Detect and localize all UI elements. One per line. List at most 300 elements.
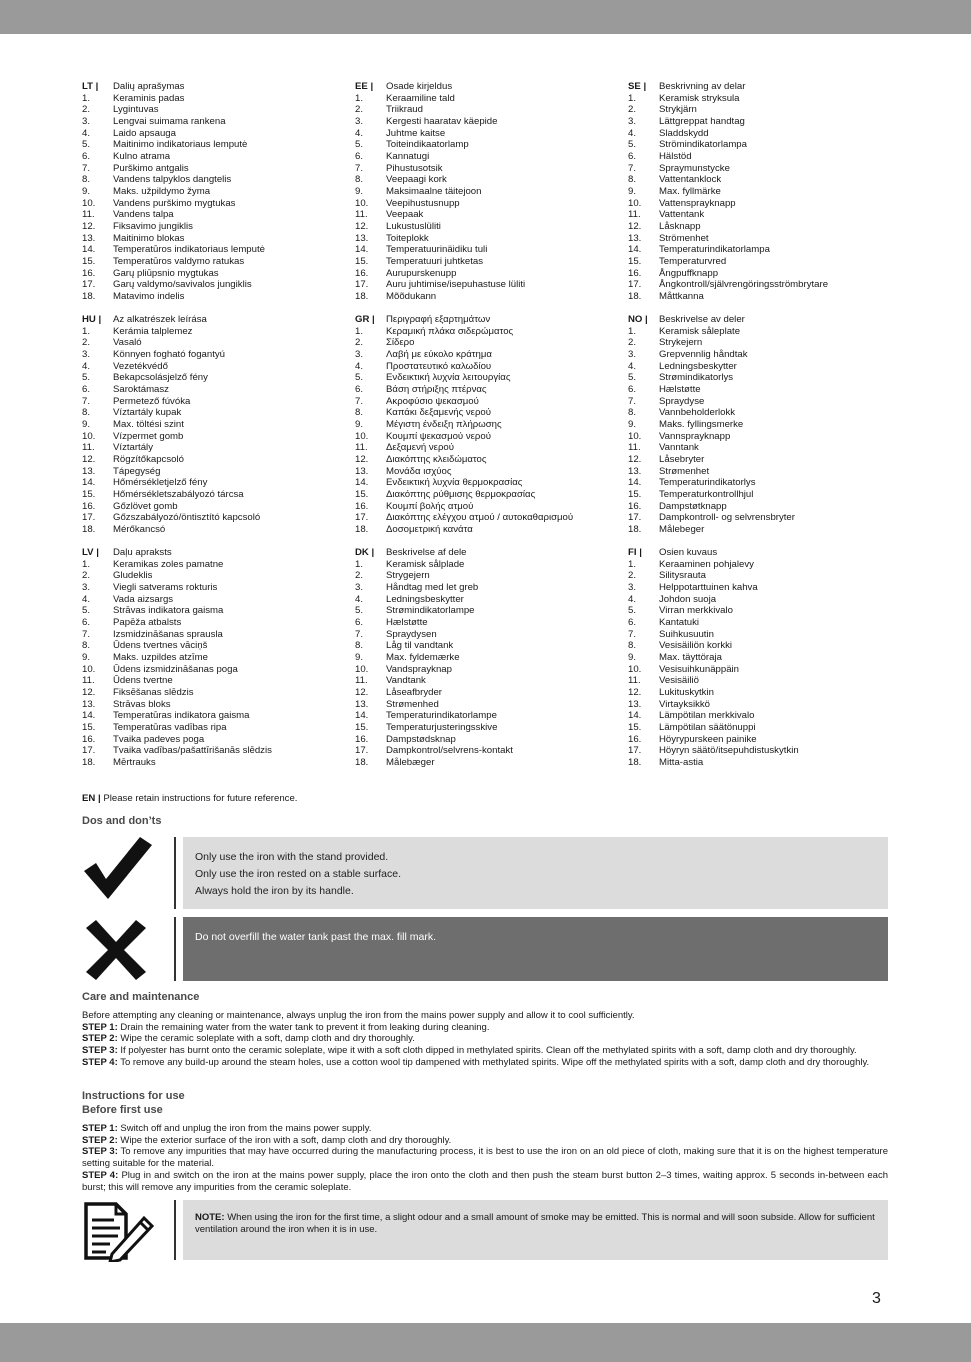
part-name: Διακόπτης ελέγχου ατμού / αυτοκαθαρισμού	[386, 512, 574, 524]
part-name: Mitta-astia	[659, 756, 704, 768]
part-name: Víztartály kupak	[113, 407, 182, 419]
top-band	[0, 0, 971, 34]
part-number: 13.	[82, 698, 96, 710]
part-name: Aurupurskenupp	[386, 267, 457, 279]
care-step	[82, 1022, 888, 1034]
part-number: 15.	[355, 721, 369, 733]
part-number: 16.	[355, 500, 369, 512]
part-name: Vandtank	[386, 675, 426, 687]
parts-list-heading	[82, 81, 354, 93]
part-name: Lämpötilan säätönuppi	[659, 721, 756, 733]
checkmark-icon	[82, 835, 154, 906]
part-item	[82, 291, 354, 303]
part-number: 14.	[355, 710, 369, 722]
part-item	[82, 489, 354, 501]
part-item	[82, 163, 354, 175]
part-number: 9.	[628, 418, 637, 430]
part-item	[628, 629, 900, 641]
step-text: Switch off and unplug the iron from the mains power supply.	[120, 1123, 372, 1134]
part-name: Garų valdymo/savivalos jungiklis	[113, 279, 252, 291]
part-item	[82, 605, 354, 617]
part-number: 8.	[628, 640, 637, 652]
part-name: Mérőkancsó	[113, 523, 166, 535]
part-item	[628, 384, 900, 396]
part-number: 15.	[628, 255, 642, 267]
part-item	[628, 93, 900, 105]
do-item: Always hold the iron by its handle.	[195, 885, 354, 897]
part-number: 9.	[355, 651, 364, 663]
part-item	[628, 151, 900, 163]
part-item	[355, 349, 627, 361]
part-name: Ūdens izsmidzināšanas poga	[113, 663, 238, 675]
part-number: 5.	[82, 605, 91, 617]
parts-list-title: Osien kuvaus	[659, 547, 718, 558]
part-number: 9.	[82, 185, 91, 197]
cross-icon	[82, 918, 150, 987]
part-name: Keramisk stryksula	[659, 92, 740, 104]
part-number: 8.	[628, 407, 637, 419]
part-item	[82, 559, 354, 571]
part-number: 10.	[82, 197, 96, 209]
part-number: 14.	[355, 244, 369, 256]
part-number: 6.	[355, 383, 364, 395]
part-name: Strāvas indikatora gaisma	[113, 605, 224, 617]
parts-list-heading	[355, 314, 627, 326]
part-item	[355, 221, 627, 233]
part-item	[355, 664, 627, 676]
parts-list-title: Beskrivning av delar	[659, 81, 746, 92]
part-number: 12.	[628, 220, 642, 232]
part-number: 9.	[82, 651, 91, 663]
part-number: 1.	[82, 92, 91, 104]
en-retain-line	[82, 793, 297, 804]
part-number: 5.	[355, 372, 364, 384]
part-item	[82, 524, 354, 536]
part-number: 14.	[355, 477, 369, 489]
part-item	[355, 745, 627, 757]
part-name: Vattentank	[659, 209, 705, 221]
part-number: 16.	[628, 500, 642, 512]
part-name: Strykjärn	[659, 104, 697, 116]
part-item	[355, 104, 627, 116]
part-number: 12.	[628, 686, 642, 698]
part-item	[628, 431, 900, 443]
step-text: To remove any impurities that may have occurred during the manufacturing process, it is best to use the iron on an old piece of cloth, making sure that it is on the highest temperature setting suitable for the material.	[82, 1146, 889, 1170]
care-heading: Care and maintenance	[82, 991, 200, 1003]
part-item	[628, 279, 900, 291]
step-text: Plug in and switch on the iron at the mains power supply, place the iron onto the cloth and then push the steam burst button 2–3 times, waiting approx. 5 seconds in-between each burst; this will remove any impurities from the ceramic soleplate.	[82, 1169, 889, 1193]
part-number: 18.	[628, 756, 642, 768]
part-item	[82, 139, 354, 151]
part-name: Mõõdukann	[386, 290, 437, 302]
part-name: Hälstöd	[659, 150, 692, 162]
part-number: 3.	[82, 581, 91, 593]
part-number: 16.	[82, 500, 96, 512]
part-name: Måttkanna	[659, 290, 704, 302]
parts-list	[355, 547, 627, 768]
part-number: 11.	[355, 442, 368, 454]
parts-list-heading	[355, 547, 627, 559]
part-number: 11.	[82, 209, 95, 221]
language-code: LT |	[82, 81, 99, 92]
part-name: Vandens purškimo mygtukas	[113, 197, 236, 209]
part-number: 15.	[82, 255, 96, 267]
part-number: 15.	[355, 488, 369, 500]
part-name: Maksimaalne täitejoon	[386, 185, 482, 197]
part-item	[355, 466, 627, 478]
part-item	[82, 198, 354, 210]
care-step	[82, 1033, 888, 1045]
part-item	[355, 337, 627, 349]
part-item	[82, 407, 354, 419]
part-name: Strømenhet	[659, 465, 710, 477]
part-name: Hælstøtte	[659, 383, 701, 395]
use-step	[82, 1170, 888, 1193]
part-item	[82, 93, 354, 105]
part-name: Strömindikatorlampa	[659, 139, 747, 151]
part-item	[355, 570, 627, 582]
part-item	[355, 442, 627, 454]
part-number: 6.	[355, 150, 364, 162]
part-name: Μέγιστη ένδειξη πλήρωσης	[386, 418, 502, 430]
part-name: Suihkusuutin	[659, 628, 714, 640]
part-item	[628, 477, 900, 489]
part-number: 7.	[355, 628, 364, 640]
part-number: 16.	[355, 733, 369, 745]
part-name: Vezetékvédő	[113, 360, 168, 372]
part-item	[628, 442, 900, 454]
part-name: Temperatūros valdymo ratukas	[113, 255, 245, 267]
part-item	[628, 675, 900, 687]
part-name: Tvaika padeves poga	[113, 733, 205, 745]
part-name: Μονάδα ισχύος	[386, 465, 452, 477]
part-name: Lukituskytkin	[659, 686, 714, 698]
part-number: 2.	[628, 104, 637, 116]
part-name: Strømindikatorlampe	[386, 605, 475, 617]
part-name: Triikraud	[386, 104, 423, 116]
part-number: 17.	[628, 512, 642, 524]
part-name: Maitinimo blokas	[113, 232, 185, 244]
part-name: Pihustusotsik	[386, 162, 443, 174]
part-name: Kantatuki	[659, 616, 700, 628]
first-use-heading: Before first use	[82, 1104, 163, 1116]
part-item	[82, 396, 354, 408]
part-item	[82, 431, 354, 443]
part-name: Strømindikatorlys	[659, 372, 734, 384]
part-number: 1.	[82, 325, 91, 337]
step-label: STEP 3:	[82, 1146, 118, 1158]
part-item	[355, 687, 627, 699]
part-item	[82, 268, 354, 280]
part-name: Sladdskydd	[659, 127, 709, 139]
part-name: Lengvai suimama rankena	[113, 115, 226, 127]
part-number: 8.	[355, 640, 364, 652]
part-name: Gőzszabályozó/öntisztító kapcsoló	[113, 512, 261, 524]
part-name: Gludeklis	[113, 570, 153, 582]
part-item	[82, 419, 354, 431]
part-item	[82, 384, 354, 396]
part-number: 17.	[82, 745, 96, 757]
step-label: STEP 4:	[82, 1169, 119, 1181]
part-name: Låsknapp	[659, 220, 701, 232]
part-item	[628, 699, 900, 711]
part-name: Spraydyse	[659, 395, 705, 407]
part-number: 2.	[82, 104, 91, 116]
part-item	[628, 710, 900, 722]
part-number: 1.	[628, 325, 637, 337]
part-item	[355, 722, 627, 734]
part-item	[355, 734, 627, 746]
part-number: 6.	[628, 616, 637, 628]
parts-list-title: Beskrivelse af dele	[386, 547, 467, 558]
part-name: Juhtme kaitse	[386, 127, 446, 139]
part-number: 16.	[628, 733, 642, 745]
part-number: 14.	[628, 477, 642, 489]
part-item	[82, 128, 354, 140]
donts-panel	[183, 917, 888, 981]
part-item	[82, 652, 354, 664]
part-item	[82, 104, 354, 116]
part-name: Kerámia talplemez	[113, 325, 193, 337]
part-item	[355, 605, 627, 617]
part-number: 5.	[628, 139, 637, 151]
part-name: Målebæger	[386, 756, 435, 768]
parts-list	[82, 81, 354, 302]
part-item	[82, 221, 354, 233]
part-name: Låseafbryder	[386, 686, 442, 698]
part-item	[355, 384, 627, 396]
part-name: Strygejern	[386, 570, 430, 582]
part-number: 17.	[355, 279, 369, 291]
part-number: 1.	[355, 92, 364, 104]
part-item	[82, 466, 354, 478]
part-item	[628, 640, 900, 652]
part-item	[628, 372, 900, 384]
part-number: 3.	[82, 348, 91, 360]
part-name: Temperatūras indikatora gaisma	[113, 710, 250, 722]
use-text	[82, 1123, 888, 1193]
do-item: Only use the iron with the stand provided.	[195, 851, 389, 863]
part-item	[355, 268, 627, 280]
step-text: If polyester has burnt onto the ceramic soleplate, wipe it with a soft cloth dipped in methylated spirits. Clean off the methylated spirits with a soft, damp cloth and dry thoroughly.	[120, 1045, 857, 1057]
part-number: 13.	[355, 465, 369, 477]
divider	[174, 1200, 176, 1260]
part-name: Mērtrauks	[113, 756, 156, 768]
part-name: Ångkontroll/självrengöringsströmbrytare	[659, 279, 829, 291]
language-code: GR |	[355, 314, 375, 325]
part-name: Håndtag med let greb	[386, 581, 479, 593]
part-item	[628, 174, 900, 186]
part-name: Strāvas bloks	[113, 698, 171, 710]
part-name: Maks. užpildymo žyma	[113, 185, 211, 197]
part-number: 8.	[82, 174, 91, 186]
part-item	[355, 256, 627, 268]
part-name: Målebeger	[659, 523, 705, 535]
part-item	[355, 501, 627, 513]
part-name: Purškimo antgalis	[113, 162, 189, 174]
part-number: 9.	[628, 651, 637, 663]
step-label: STEP 3:	[82, 1045, 118, 1057]
part-item	[355, 617, 627, 629]
part-number: 13.	[82, 465, 96, 477]
do-item: Only use the iron rested on a stable surface.	[195, 868, 402, 880]
parts-list-title: Περιγραφή εξαρτημάτων	[386, 314, 491, 325]
part-number: 3.	[355, 581, 364, 593]
part-name: Ακροφύσιο ψεκασμού	[386, 395, 479, 407]
part-number: 6.	[82, 616, 91, 628]
part-name: Kulno atrama	[113, 150, 171, 162]
use-step	[82, 1135, 888, 1147]
step-label: STEP 2:	[82, 1033, 118, 1045]
parts-list	[355, 81, 627, 302]
bottom-band	[0, 1323, 971, 1362]
part-number: 17.	[628, 279, 642, 291]
part-item	[628, 396, 900, 408]
part-number: 17.	[82, 279, 96, 291]
part-number: 11.	[628, 675, 641, 687]
part-name: Temperaturindikatorlys	[659, 477, 756, 489]
part-name: Höyryn säätö/itsepuhdistuskytkin	[659, 745, 799, 757]
part-name: Hælstøtte	[386, 616, 428, 628]
language-code: EE |	[355, 81, 374, 92]
part-number: 14.	[82, 710, 96, 722]
part-item	[355, 675, 627, 687]
part-item	[628, 186, 900, 198]
part-item	[355, 512, 627, 524]
parts-list-heading	[82, 547, 354, 559]
part-number: 16.	[628, 267, 642, 279]
part-number: 10.	[82, 663, 96, 675]
part-item	[628, 116, 900, 128]
part-item	[628, 687, 900, 699]
part-name: Strömenhet	[659, 232, 709, 244]
part-item	[82, 477, 354, 489]
part-name: Hőmérsékletszabályozó tárcsa	[113, 488, 244, 500]
part-number: 5.	[82, 372, 91, 384]
part-name: Καπάκι δεξαμενής νερού	[386, 407, 491, 419]
part-item	[355, 151, 627, 163]
step-label: STEP 2:	[82, 1134, 118, 1146]
part-item	[355, 128, 627, 140]
parts-list-title: Daļu apraksts	[113, 547, 172, 558]
part-number: 7.	[82, 628, 91, 640]
part-name: Vattensprayknapp	[659, 197, 736, 209]
part-name: Λαβή με εύκολο κράτημα	[386, 348, 492, 360]
part-number: 14.	[82, 477, 96, 489]
dos-donts-heading: Dos and don’ts	[82, 815, 162, 827]
step-text: Wipe the ceramic soleplate with a soft, damp cloth and dry thoroughly.	[120, 1033, 415, 1045]
part-name: Toiteindikaatorlamp	[386, 139, 469, 151]
part-item	[82, 710, 354, 722]
part-name: Höyrypurskeen painike	[659, 733, 757, 745]
part-number: 13.	[355, 698, 369, 710]
part-name: Vandsprayknap	[386, 663, 452, 675]
part-number: 17.	[628, 745, 642, 757]
part-name: Temperaturindikatorlampa	[659, 244, 770, 256]
part-number: 18.	[82, 523, 96, 535]
part-item	[628, 524, 900, 536]
part-name: Vannsprayknapp	[659, 430, 731, 442]
part-name: Dampstødsknap	[386, 733, 456, 745]
part-item	[628, 419, 900, 431]
language-code: DK |	[355, 547, 375, 558]
part-number: 5.	[355, 139, 364, 151]
part-number: 18.	[355, 290, 369, 302]
parts-list-title: Az alkatrészek leírása	[113, 314, 207, 325]
part-number: 14.	[628, 710, 642, 722]
part-item	[82, 734, 354, 746]
part-name: Låsebryter	[659, 453, 705, 465]
part-item	[82, 617, 354, 629]
part-item	[82, 244, 354, 256]
care-intro: Before attempting any cleaning or maintenance, always unplug the iron from the mains power supply and allow it to cool sufficiently.	[82, 1010, 635, 1021]
part-name: Könnyen fogható fogantyú	[113, 348, 226, 360]
part-item	[355, 477, 627, 489]
part-number: 18.	[82, 290, 96, 302]
part-number: 3.	[355, 115, 364, 127]
language-code: NO |	[628, 314, 648, 325]
part-number: 2.	[628, 337, 637, 349]
part-number: 12.	[355, 453, 369, 465]
part-item	[628, 757, 900, 769]
part-item	[628, 128, 900, 140]
parts-list-heading	[355, 81, 627, 93]
part-item	[628, 291, 900, 303]
part-name: Lukustuslüliti	[386, 220, 441, 232]
part-name: Vandens talpa	[113, 209, 174, 221]
language-code: LV |	[82, 547, 99, 558]
part-number: 2.	[628, 570, 637, 582]
part-number: 2.	[82, 337, 91, 349]
use-step	[82, 1146, 888, 1169]
part-number: 6.	[628, 383, 637, 395]
part-name: Fiksēšanas slēdzis	[113, 686, 194, 698]
part-name: Κουμπί βολής ατμού	[386, 500, 474, 512]
part-number: 18.	[628, 290, 642, 302]
part-item	[82, 454, 354, 466]
part-name: Keraaminen pohjalevy	[659, 558, 754, 570]
step-text: To remove any build-up around the steam holes, use a cotton wool tip dampened with methylated spirits. Wipe off the methylated spirits with a soft, damp cloth and dry thoroughly.	[120, 1056, 870, 1068]
part-name: Temperatuurinäidiku tuli	[386, 244, 488, 256]
part-number: 5.	[355, 605, 364, 617]
part-number: 11.	[355, 675, 368, 687]
part-item	[82, 640, 354, 652]
part-name: Lättgreppat handtag	[659, 115, 745, 127]
step-text: Drain the remaining water from the water tank to prevent it from leaking during cleaning.	[120, 1021, 490, 1033]
part-item	[355, 524, 627, 536]
parts-list	[355, 314, 627, 535]
part-item	[628, 570, 900, 582]
part-name: Κουμπί ψεκασμού νερού	[386, 430, 491, 442]
part-number: 9.	[355, 418, 364, 430]
part-number: 4.	[82, 127, 91, 139]
part-number: 1.	[355, 558, 364, 570]
part-item	[355, 699, 627, 711]
part-name: Lämpötilan merkkivalo	[659, 710, 755, 722]
part-item	[355, 629, 627, 641]
part-item	[82, 326, 354, 338]
part-item	[82, 372, 354, 384]
part-name: Silitysrauta	[659, 570, 706, 582]
parts-list	[628, 547, 900, 768]
parts-list	[628, 81, 900, 302]
part-number: 12.	[355, 220, 369, 232]
part-item	[628, 512, 900, 524]
part-name: Vesisuihkunäppäin	[659, 663, 740, 675]
part-name: Προστατευτικό καλωδίου	[386, 360, 492, 372]
step-label: STEP 1:	[82, 1021, 118, 1033]
part-name: Auru juhtimise/isepuhastuse lüliti	[386, 279, 526, 291]
